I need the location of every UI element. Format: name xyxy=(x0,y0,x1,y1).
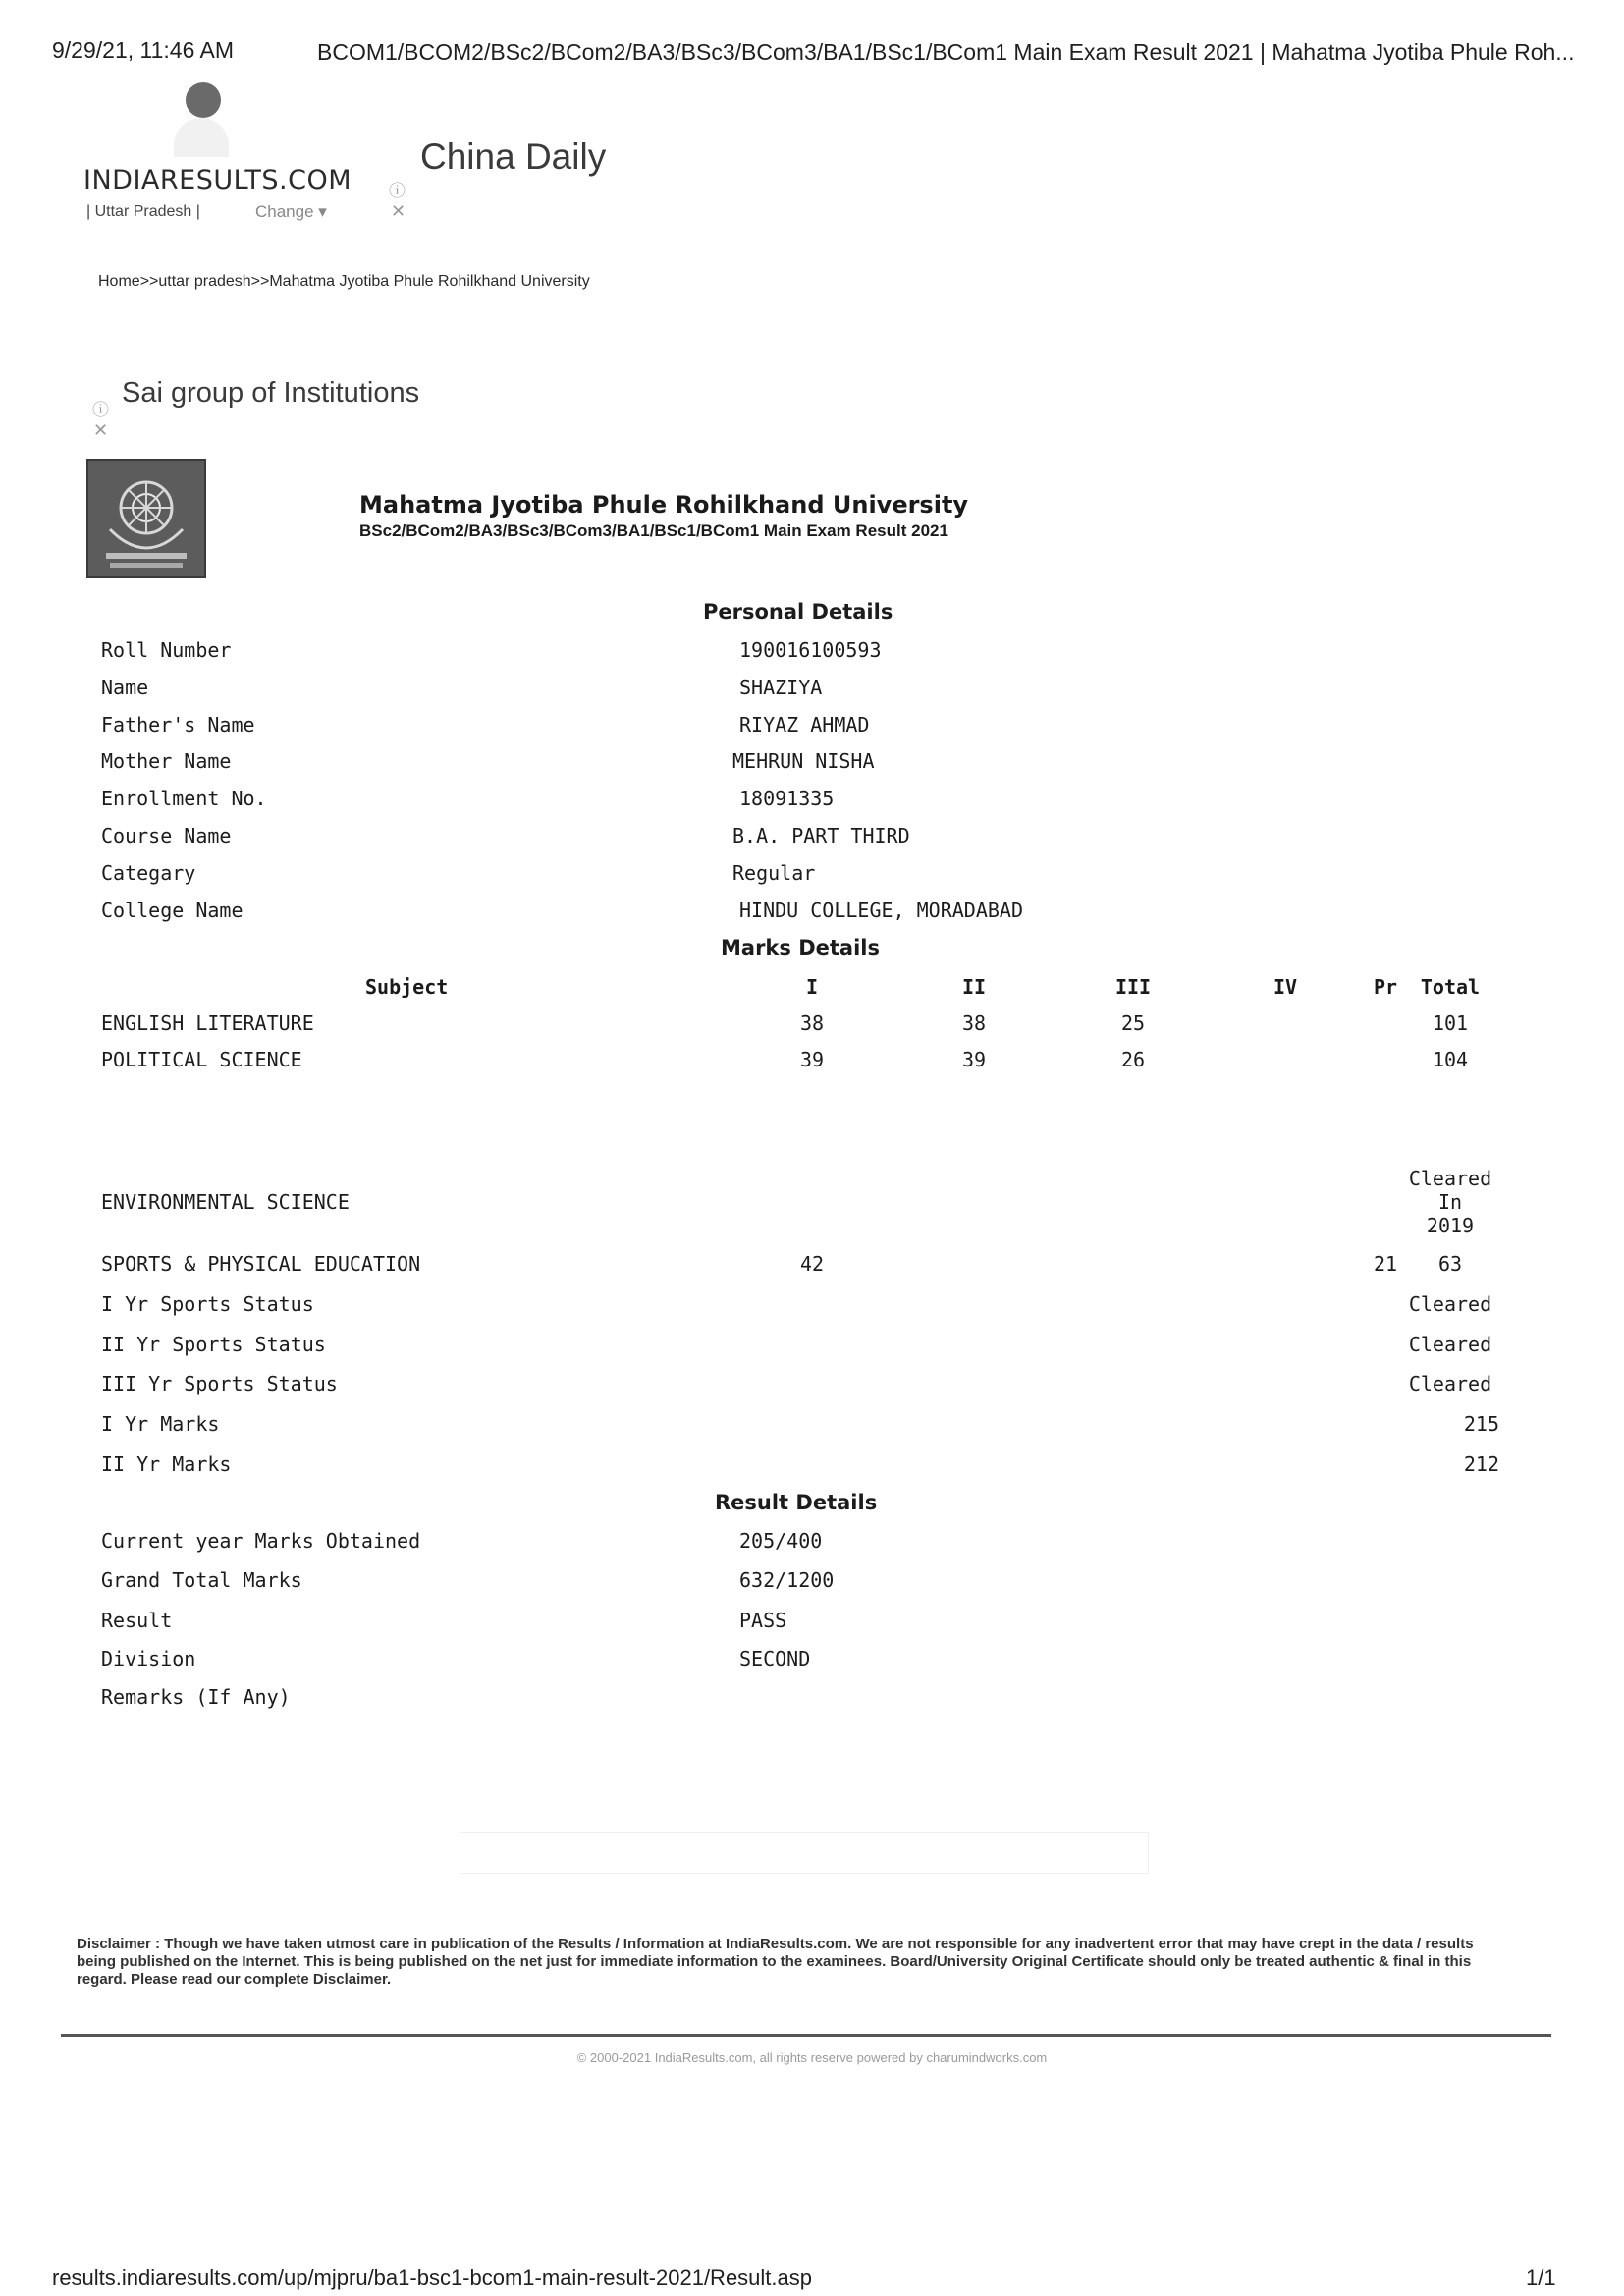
current-year-marks-label: Current year Marks Obtained xyxy=(101,1529,421,1553)
sports-row xyxy=(0,1252,1624,1280)
category-label: Categary xyxy=(101,861,196,885)
ad-info-icon[interactable]: ⓘ xyxy=(389,182,406,200)
env-science-subject: ENVIRONMENTAL SCIENCE xyxy=(101,1190,350,1214)
division-value: SECOND xyxy=(739,1647,811,1670)
breadcrumb-separator: >> xyxy=(139,273,159,290)
env-status-line: Cleared xyxy=(1408,1167,1492,1190)
print-url: results.indiaresults.com/up/mjpru/ba1-bsc1-bcom1-main-result-2021/Result.asp xyxy=(52,2266,812,2290)
father-name-value: RIYAZ AHMAD xyxy=(739,713,870,737)
grand-total-label: Grand Total Marks xyxy=(101,1568,302,1592)
breadcrumb xyxy=(98,273,590,291)
roll-number-value: 190016100593 xyxy=(739,638,882,662)
ad-china-daily[interactable]: China Daily xyxy=(420,137,607,177)
mark-i: 39 xyxy=(799,1048,825,1071)
subject-name: POLITICAL SCIENCE xyxy=(101,1048,302,1071)
mother-name-value: MEHRUN NISHA xyxy=(732,749,875,773)
subject-name: SPORTS & PHYSICAL EDUCATION xyxy=(101,1252,421,1276)
current-year-marks-value: 205/400 xyxy=(739,1529,823,1553)
change-state-link[interactable]: Change ▾ xyxy=(255,202,327,221)
breadcrumb-separator: >> xyxy=(250,273,270,290)
mark-i: 38 xyxy=(799,1011,825,1035)
mark-practical: 21 xyxy=(1373,1252,1398,1276)
col-paper-ii: II xyxy=(961,975,987,999)
result-details-heading: Result Details xyxy=(715,1491,878,1514)
sports-status-value: Cleared xyxy=(1408,1292,1492,1316)
result-value: PASS xyxy=(739,1609,787,1632)
result-label: Result xyxy=(101,1609,173,1632)
mother-name-label: Mother Name xyxy=(101,749,232,773)
disclaimer-text: Disclaimer : Though we have taken utmost care in publication of the Results / Information at IndiaResults.com. We are not responsible for any inadvertent error that may have crept in the data / results being published on the Internet. This is being published on the net just for immediate information to the examinees. Board/University Original Certificate should only be treated authentic & final in this regard. Please read our complete Disclaimer. xyxy=(77,1936,1474,1988)
marks-details-heading: Marks Details xyxy=(721,936,880,959)
ad-close-icon[interactable]: ✕ xyxy=(93,420,109,440)
breadcrumb-home[interactable]: Home xyxy=(98,273,140,290)
mark-ii: 38 xyxy=(961,1011,987,1035)
col-total: Total xyxy=(1420,975,1481,999)
college-name-value: HINDU COLLEGE, MORADABAD xyxy=(739,899,1023,922)
sports-status-label: I Yr Sports Status xyxy=(101,1292,314,1316)
mark-total: 63 xyxy=(1437,1252,1463,1276)
enrollment-value: 18091335 xyxy=(739,787,835,810)
sports-status-label: III Yr Sports Status xyxy=(101,1372,338,1395)
env-status-line: In xyxy=(1437,1190,1463,1214)
ad-placeholder xyxy=(460,1832,1149,1874)
col-paper-iv: IV xyxy=(1272,975,1298,999)
subject-name: ENGLISH LITERATURE xyxy=(101,1011,314,1035)
university-logo xyxy=(86,459,206,578)
college-name-label: College Name xyxy=(101,899,244,922)
env-science-status xyxy=(1401,1167,1499,1237)
mark-iii: 25 xyxy=(1120,1011,1146,1035)
year-marks-value: 212 xyxy=(1463,1452,1499,1476)
name-label: Name xyxy=(101,676,149,699)
ad-close-icon[interactable]: ✕ xyxy=(391,201,406,221)
year-marks-label: I Yr Marks xyxy=(101,1412,220,1436)
col-paper-i: I xyxy=(805,975,819,999)
year-marks-label: II Yr Marks xyxy=(101,1452,232,1476)
logo-person-icon xyxy=(186,82,221,118)
year-marks-value: 215 xyxy=(1463,1412,1499,1436)
exam-name: BSc2/BCom2/BA3/BSc3/BCom3/BA1/BSc1/BCom1 Main Exam Result 2021 xyxy=(359,521,948,540)
mark-total: 101 xyxy=(1432,1011,1469,1035)
breadcrumb-university[interactable]: Mahatma Jyotiba Phule Rohilkhand University xyxy=(269,273,590,290)
breadcrumb-state[interactable]: uttar pradesh xyxy=(158,273,251,290)
site-logo-text: INDIARESULTS.COM xyxy=(83,165,352,195)
father-name-label: Father's Name xyxy=(101,713,255,737)
remarks-label: Remarks (If Any) xyxy=(101,1685,291,1709)
university-name: Mahatma Jyotiba Phule Rohilkhand University xyxy=(359,491,969,519)
print-page-number: 1/1 xyxy=(1526,2266,1556,2290)
ad-info-icon[interactable]: ⓘ xyxy=(92,401,109,419)
col-paper-iii: III xyxy=(1114,975,1152,999)
marks-row xyxy=(0,1048,1624,1075)
roll-number-label: Roll Number xyxy=(101,638,232,662)
marks-header-row xyxy=(0,975,1624,1003)
course-name-value: B.A. PART THIRD xyxy=(732,824,910,847)
sports-status-value: Cleared xyxy=(1408,1372,1492,1395)
mark-total: 104 xyxy=(1432,1048,1469,1071)
ad-sai-group[interactable]: Sai group of Institutions xyxy=(122,377,420,409)
university-emblem-icon xyxy=(88,461,204,576)
print-datetime: 9/29/21, 11:46 AM xyxy=(52,37,234,63)
mark-ii: 39 xyxy=(961,1048,987,1071)
grand-total-value: 632/1200 xyxy=(739,1568,835,1592)
env-status-line: 2019 xyxy=(1426,1214,1475,1237)
sports-status-value: Cleared xyxy=(1408,1333,1492,1356)
mark-i: 42 xyxy=(799,1252,825,1276)
logo-person-body-icon xyxy=(174,118,229,157)
enrollment-label: Enrollment No. xyxy=(101,787,267,810)
division-label: Division xyxy=(101,1647,196,1670)
site-logo[interactable] xyxy=(83,82,378,195)
course-name-label: Course Name xyxy=(101,824,232,847)
col-subject: Subject xyxy=(365,975,449,999)
col-practical: Pr xyxy=(1373,975,1398,999)
state-label: | Uttar Pradesh | xyxy=(86,203,200,220)
marks-row xyxy=(0,1011,1624,1039)
personal-details-heading: Personal Details xyxy=(703,600,893,624)
footer-divider xyxy=(61,2034,1551,2037)
mark-iii: 26 xyxy=(1120,1048,1146,1071)
print-page-title: BCOM1/BCOM2/BSc2/BCom2/BA3/BSc3/BCom3/BA1/BSc1/BCom1 Main Exam Result 2021 | Mahatma Jyotiba Phule Roh... xyxy=(317,39,1575,65)
category-value: Regular xyxy=(732,861,816,885)
sports-status-label: II Yr Sports Status xyxy=(101,1333,326,1356)
name-value: SHAZIYA xyxy=(739,676,823,699)
copyright-text: © 2000-2021 IndiaResults.com, all rights reserve powered by charumindworks.com xyxy=(576,2050,1048,2065)
